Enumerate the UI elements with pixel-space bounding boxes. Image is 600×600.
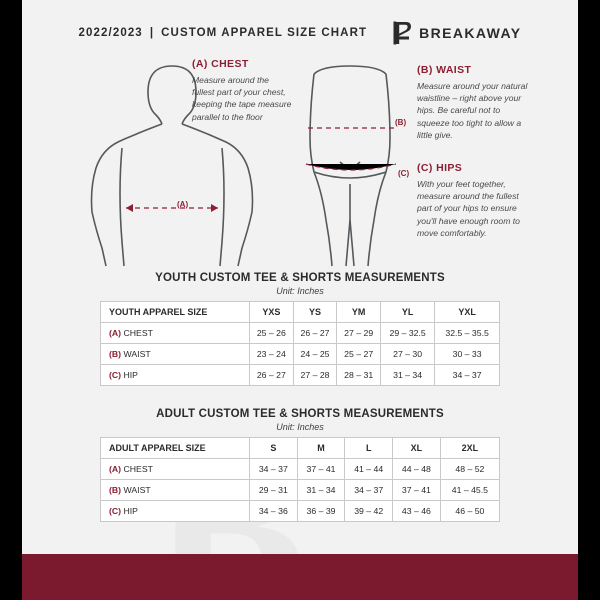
youth-col-2: YS — [293, 302, 337, 323]
youth-r0-c4: 29 – 32.5 — [381, 323, 435, 344]
adult-r2-c1: 34 – 36 — [250, 501, 298, 522]
youth-row-2-label — [101, 365, 250, 386]
youth-col-5: YXL — [435, 302, 500, 323]
note-hips-body: With your feet together, measure around the fullest part of your hips to ensure you'll have enough room to move comfortably. — [417, 179, 520, 238]
youth-r0-c3: 27 – 29 — [337, 323, 381, 344]
adult-r2-c4: 43 – 46 — [393, 501, 441, 522]
header-separator: | — [149, 27, 155, 39]
table-row — [101, 365, 500, 386]
document-header — [22, 12, 578, 54]
table-row — [101, 501, 500, 522]
youth-r1-c2: 24 – 25 — [293, 344, 337, 365]
table-row — [101, 344, 500, 365]
footer-bar — [22, 554, 578, 600]
note-waist-title: (B) WAIST — [417, 64, 472, 76]
adult-r0-c4: 44 – 48 — [393, 459, 441, 480]
adult-r0-c5: 48 – 52 — [440, 459, 499, 480]
hips-marker-label: (C) — [398, 169, 410, 178]
adult-col-0: ADULT APPAREL SIZE — [101, 438, 250, 459]
header-year: 2022/2023 — [78, 27, 143, 39]
youth-r2-c3: 28 – 31 — [337, 365, 381, 386]
youth-col-1: YXS — [250, 302, 294, 323]
adult-col-3: L — [345, 438, 393, 459]
youth-col-4: YL — [381, 302, 435, 323]
adult-row-0-label — [101, 459, 250, 480]
adult-section — [100, 408, 500, 522]
adult-row-1-tag: (B) — [109, 485, 122, 495]
adult-r0-c3: 41 – 44 — [345, 459, 393, 480]
adult-row-1-name: WAIST — [123, 485, 151, 495]
adult-table-unit: Unit: Inches — [276, 422, 324, 432]
brand-lockup — [393, 21, 521, 45]
adult-row-0-tag: (A) — [109, 464, 122, 474]
table-header-row — [101, 302, 500, 323]
youth-r2-c4: 31 – 34 — [381, 365, 435, 386]
youth-table-unit: Unit: Inches — [276, 286, 324, 296]
adult-r1-c1: 29 – 31 — [250, 480, 298, 501]
adult-r2-c5: 46 – 50 — [440, 501, 499, 522]
page-title: CUSTOM APPAREL SIZE CHART — [161, 27, 368, 39]
adult-size-table — [100, 437, 500, 522]
chest-arrow-right-icon — [211, 204, 218, 212]
note-chest — [192, 58, 292, 123]
youth-r1-c5: 30 – 33 — [435, 344, 500, 365]
youth-row-0-tag: (A) — [109, 328, 122, 338]
adult-col-2: M — [297, 438, 345, 459]
youth-col-3: YM — [337, 302, 381, 323]
measurement-diagram — [22, 52, 578, 267]
chest-arrow-left-icon — [126, 204, 133, 212]
youth-r2-c2: 27 – 28 — [293, 365, 337, 386]
adult-table-title: ADULT CUSTOM TEE & SHORTS MEASUREMENTS — [156, 408, 444, 420]
adult-r1-c2: 31 – 34 — [297, 480, 345, 501]
youth-row-0-name: CHEST — [123, 328, 153, 338]
youth-row-0-label — [101, 323, 250, 344]
adult-col-5: 2XL — [440, 438, 499, 459]
youth-r2-c1: 26 – 27 — [250, 365, 294, 386]
adult-row-2-label — [101, 501, 250, 522]
note-chest-title: (A) CHEST — [192, 58, 249, 70]
waist-marker-label: (B) — [395, 118, 407, 127]
youth-r0-c1: 25 – 26 — [250, 323, 294, 344]
youth-r0-c2: 26 – 27 — [293, 323, 337, 344]
adult-row-2-tag: (C) — [109, 506, 122, 516]
adult-r1-c5: 41 – 45.5 — [440, 480, 499, 501]
youth-row-1-tag: (B) — [109, 349, 122, 359]
adult-row-1-label — [101, 480, 250, 501]
note-waist-body: Measure around your natural waistline – right above your hips. Be careful not to squeeze too tight to allow a little give. — [417, 81, 528, 140]
note-waist — [417, 64, 529, 141]
youth-section — [100, 272, 500, 386]
table-row — [101, 459, 500, 480]
breakaway-b-logo-icon — [393, 21, 412, 45]
youth-col-0: YOUTH APPAREL SIZE — [101, 302, 250, 323]
youth-row-1-name: WAIST — [123, 349, 151, 359]
youth-table-title: YOUTH CUSTOM TEE & SHORTS MEASUREMENTS — [155, 272, 445, 284]
adult-r0-c1: 34 – 37 — [250, 459, 298, 480]
note-hips-title: (C) HIPS — [417, 162, 463, 174]
size-chart-sheet — [22, 0, 578, 600]
youth-row-2-name: HIP — [123, 370, 138, 380]
note-hips — [417, 162, 529, 239]
youth-r0-c5: 32.5 – 35.5 — [435, 323, 500, 344]
table-row — [101, 323, 500, 344]
adult-col-1: S — [250, 438, 298, 459]
youth-r1-c4: 27 – 30 — [381, 344, 435, 365]
adult-r2-c3: 39 – 42 — [345, 501, 393, 522]
youth-size-table — [100, 301, 500, 386]
chest-marker-label: (A) — [177, 200, 189, 209]
adult-col-4: XL — [393, 438, 441, 459]
adult-r2-c2: 36 – 39 — [297, 501, 345, 522]
adult-r1-c3: 34 – 37 — [345, 480, 393, 501]
youth-r1-c3: 25 – 27 — [337, 344, 381, 365]
youth-row-1-label — [101, 344, 250, 365]
adult-row-0-name: CHEST — [123, 464, 153, 474]
table-header-row — [101, 438, 500, 459]
youth-r1-c1: 23 – 24 — [250, 344, 294, 365]
table-row — [101, 480, 500, 501]
youth-row-2-tag: (C) — [109, 370, 122, 380]
adult-r0-c2: 37 – 41 — [297, 459, 345, 480]
brand-name: BREAKAWAY — [419, 25, 522, 41]
adult-row-2-name: HIP — [123, 506, 138, 516]
youth-r2-c5: 34 – 37 — [435, 365, 500, 386]
hips-measure-line — [306, 164, 396, 170]
note-chest-body: Measure around the fullest part of your chest, keeping the tape measure parallel to the floor — [192, 75, 292, 122]
adult-r1-c4: 37 – 41 — [393, 480, 441, 501]
